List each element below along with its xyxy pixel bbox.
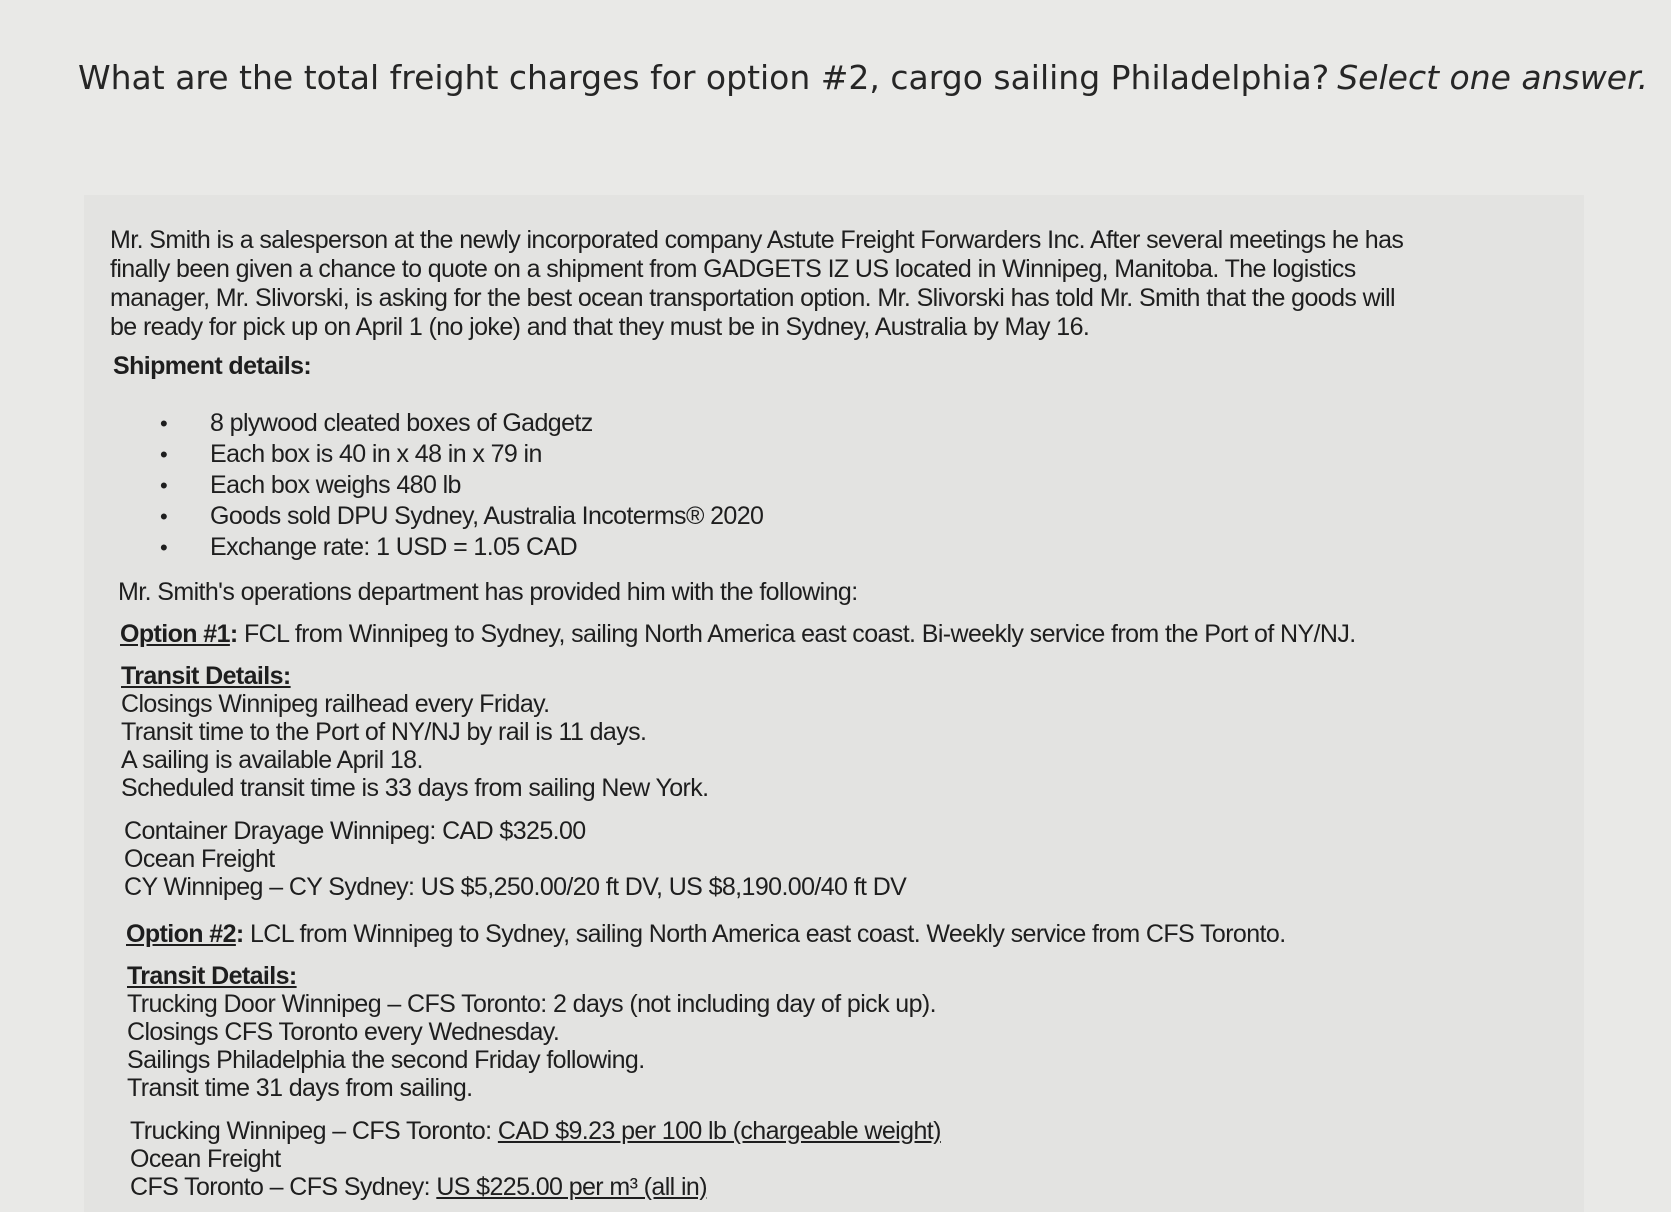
- ops-intro: Mr. Smith's operations department has provided him with the following:: [118, 578, 858, 606]
- option1-desc: FCL from Winnipeg to Sydney, sailing North America east coast. Bi-weekly service from the Port of NY/NJ.: [237, 620, 1356, 648]
- question-text: What are the total freight charges for option #2, cargo sailing Philadelphia?: [78, 58, 1330, 97]
- option1-transit-line: A sailing is available April 18.: [121, 746, 423, 774]
- shipment-list: [160, 408, 763, 563]
- option2-trucking-rate: CAD $9.23 per 100 lb (chargeable weight): [497, 1117, 941, 1145]
- scenario-line: finally been given a chance to quote on a shipment from GADGETS IZ US located in Winnipeg, Manitoba. The logistics: [110, 255, 1356, 283]
- question-prompt: [78, 58, 1648, 97]
- option2-transit-line: Sailings Philadelphia the second Friday following.: [127, 1046, 645, 1074]
- option2-trucking-line: [130, 1117, 941, 1145]
- option1-transit-line: Closings Winnipeg railhead every Friday.: [121, 690, 550, 718]
- question-instruction: Select one answer.: [1337, 58, 1649, 97]
- option1-transit-details: [121, 690, 709, 802]
- scenario-line: Mr. Smith is a salesperson at the newly incorporated company Astute Freight Forwarders Inc. After several meetings he has: [110, 226, 1404, 254]
- shipment-item: • Goods sold DPU Sydney, Australia Incoterms® 2020: [160, 501, 763, 532]
- option1-transit-line: Transit time to the Port of NY/NJ by rail is 11 days.: [121, 718, 647, 746]
- option1-line: [120, 620, 1356, 649]
- option2-transit-line: Trucking Door Winnipeg – CFS Toronto: 2 days (not including day of pick up).: [127, 990, 936, 1018]
- option2-trucking-label: Trucking Winnipeg – CFS Toronto:: [130, 1117, 498, 1145]
- option2-transit-line: Closings CFS Toronto every Wednesday.: [127, 1018, 560, 1046]
- shipment-heading: Shipment details:: [113, 352, 312, 380]
- option2-colon: :: [235, 920, 244, 948]
- option1-transit-heading: Transit Details:: [121, 662, 291, 690]
- option2-cfs-line: [130, 1173, 941, 1201]
- option2-transit-heading: Transit Details:: [127, 962, 297, 990]
- scenario-paragraph: [110, 226, 1403, 342]
- scenario-line: manager, Mr. Slivorski, is asking for the best ocean transportation option. Mr. Slivorski has told Mr. Smith that the goods will: [110, 284, 1395, 312]
- option2-ocean-freight: Ocean Freight: [130, 1145, 281, 1173]
- shipment-item: • Exchange rate: 1 USD = 1.05 CAD: [160, 532, 763, 563]
- option2-desc: LCL from Winnipeg to Sydney, sailing North America east coast. Weekly service from CFS Toronto.: [243, 920, 1286, 948]
- option2-transit-line: Transit time 31 days from sailing.: [127, 1074, 473, 1102]
- option2-cfs-rate: US $225.00 per m³ (all in): [436, 1173, 707, 1201]
- option2-transit-details: [127, 990, 936, 1102]
- shipment-item: • 8 plywood cleated boxes of Gadgetz: [160, 408, 763, 439]
- option1-transit-line: Scheduled transit time is 33 days from sailing New York.: [121, 774, 709, 802]
- option1-label: Option #1: [120, 620, 230, 648]
- option1-cost-line: Ocean Freight: [124, 845, 275, 873]
- option2-cfs-label: CFS Toronto – CFS Sydney:: [130, 1173, 437, 1201]
- option2-line: [126, 920, 1286, 949]
- option2-costs: [130, 1117, 941, 1201]
- scenario-line: be ready for pick up on April 1 (no joke) and that they must be in Sydney, Australia by May 16.: [110, 313, 1090, 341]
- option1-cost-line: CY Winnipeg – CY Sydney: US $5,250.00/20 ft DV, US $8,190.00/40 ft DV: [124, 873, 907, 901]
- option1-costs: [124, 817, 906, 901]
- shipment-item: • Each box weighs 480 lb: [160, 470, 763, 501]
- option1-cost-line: Container Drayage Winnipeg: CAD $325.00: [124, 817, 586, 845]
- option1-colon: :: [229, 620, 238, 648]
- shipment-item: • Each box is 40 in x 48 in x 79 in: [160, 439, 763, 470]
- option2-label: Option #2: [126, 920, 236, 948]
